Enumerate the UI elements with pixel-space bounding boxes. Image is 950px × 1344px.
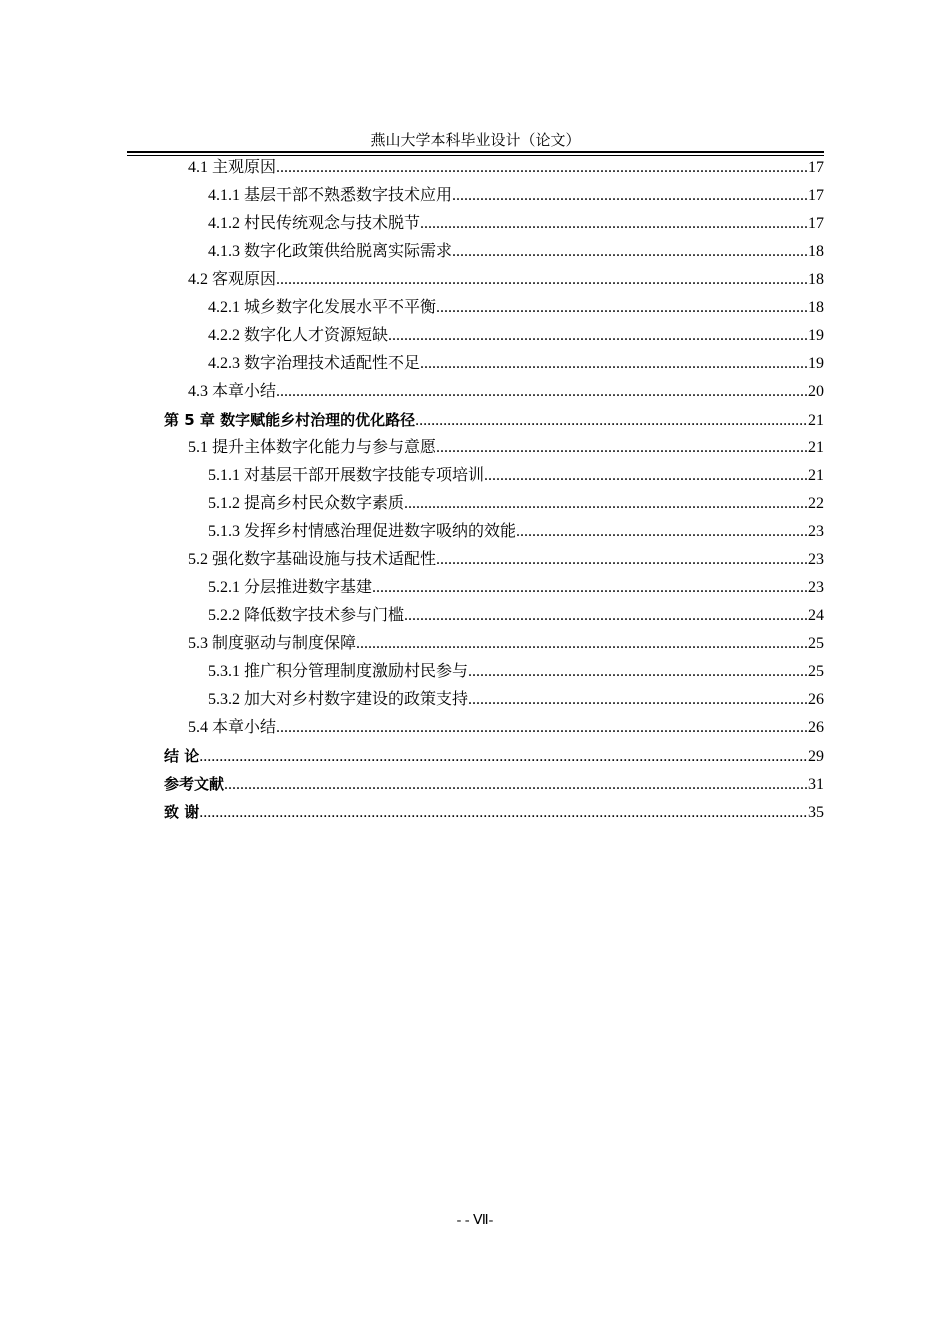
toc-dot-leader [388, 322, 807, 350]
toc-entry-page: 17 [808, 187, 824, 204]
toc-entry-title: 4.2.1 城乡数字化发展水平不平衡 [208, 299, 437, 316]
toc-entry-page: 17 [808, 159, 824, 176]
toc-entry[interactable] [164, 210, 824, 238]
toc-entry[interactable] [164, 294, 824, 322]
toc-entry-page: 25 [808, 663, 824, 680]
toc-entry[interactable] [164, 322, 824, 350]
toc-dot-leader [276, 714, 807, 742]
toc-entry[interactable] [164, 602, 824, 630]
toc-entry-page: 23 [808, 579, 824, 596]
toc-entry-title: 5.2.2 降低数字技术参与门槛 [208, 607, 405, 624]
toc-entry-title: 致 谢 [164, 803, 200, 821]
toc-entry-page: 21 [808, 412, 824, 429]
toc-dot-leader [404, 490, 807, 518]
toc-dot-leader [420, 350, 807, 378]
toc-entry[interactable] [164, 518, 824, 546]
toc-dot-leader [199, 743, 807, 771]
toc-entry-title: 4.1.1 基层干部不熟悉数字技术应用 [208, 187, 453, 204]
toc-dot-leader [199, 799, 807, 827]
toc-entry-page: 26 [808, 719, 824, 736]
toc-entry-page: 17 [808, 215, 824, 232]
toc-dot-leader [276, 266, 807, 294]
toc-entry[interactable] [164, 238, 824, 266]
toc-entry-page: 19 [808, 355, 824, 372]
toc-dot-leader [436, 434, 807, 462]
toc-dot-leader [452, 182, 807, 210]
toc-entry-title: 4.2.2 数字化人才资源短缺 [208, 327, 389, 344]
header-rule-thick [127, 151, 824, 153]
toc-entry-title: 5.1.3 发挥乡村情感治理促进数字吸纳的效能 [208, 523, 517, 540]
toc-entry-page: 20 [808, 383, 824, 400]
toc-entry-title: 5.2 强化数字基础设施与技术适配性 [188, 551, 437, 568]
toc-entry-title: 结 论 [164, 747, 200, 765]
toc-dot-leader [224, 771, 807, 799]
toc-entry-title: 第 5 章 数字赋能乡村治理的优化路径 [164, 411, 416, 429]
toc-entry-page: 18 [808, 299, 824, 316]
toc-entry[interactable] [164, 350, 824, 378]
toc-entry-page: 25 [808, 635, 824, 652]
toc-dot-leader [516, 518, 807, 546]
toc-dot-leader [415, 407, 807, 435]
toc-entry-page: 23 [808, 551, 824, 568]
toc-dot-leader [436, 546, 807, 574]
toc-dot-leader [452, 238, 807, 266]
toc-entry[interactable] [164, 406, 824, 434]
toc-entry[interactable] [164, 798, 824, 826]
toc-entry-title: 4.1.2 村民传统观念与技术脱节 [208, 215, 421, 232]
toc-entry[interactable] [164, 154, 824, 182]
toc-entry-title: 4.1 主观原因 [188, 159, 277, 176]
toc-entry-title: 5.4 本章小结 [188, 719, 277, 736]
toc-entry-title: 4.3 本章小结 [188, 383, 277, 400]
toc-entry-page: 18 [808, 271, 824, 288]
toc-dot-leader [468, 686, 807, 714]
toc-entry-title: 5.3 制度驱动与制度保障 [188, 635, 357, 652]
toc-entry-page: 19 [808, 327, 824, 344]
toc-entry-title: 5.1.1 对基层干部开展数字技能专项培训 [208, 467, 485, 484]
toc-entry[interactable] [164, 434, 824, 462]
toc-dot-leader [356, 630, 807, 658]
toc-entry-page: 23 [808, 523, 824, 540]
toc-entry-page: 24 [808, 607, 824, 624]
toc-entry-title: 5.3.1 推广积分管理制度激励村民参与 [208, 663, 469, 680]
toc-entry[interactable] [164, 658, 824, 686]
toc-dot-leader [420, 210, 807, 238]
toc-entry[interactable] [164, 574, 824, 602]
toc-entry-title: 4.1.3 数字化政策供给脱离实际需求 [208, 243, 453, 260]
toc-dot-leader [276, 154, 807, 182]
toc-entry-title: 5.1 提升主体数字化能力与参与意愿 [188, 439, 437, 456]
toc-entry[interactable] [164, 490, 824, 518]
toc-entry-page: 26 [808, 691, 824, 708]
toc-entry-page: 21 [808, 467, 824, 484]
toc-entry-page: 18 [808, 243, 824, 260]
toc-entry-title: 4.2 客观原因 [188, 271, 277, 288]
toc-entry[interactable] [164, 714, 824, 742]
toc-entry[interactable] [164, 686, 824, 714]
toc-entry-page: 29 [808, 748, 824, 765]
page-header-title: 燕山大学本科毕业设计（论文） [370, 133, 581, 149]
toc-entry[interactable] [164, 742, 824, 770]
toc-dot-leader [276, 378, 807, 406]
toc-entry-page: 35 [808, 804, 824, 821]
toc-dot-leader [372, 574, 807, 602]
toc-entry-page: 22 [808, 495, 824, 512]
toc-entry-title: 5.3.2 加大对乡村数字建设的政策支持 [208, 691, 469, 708]
toc-entry[interactable] [164, 378, 824, 406]
toc-entry[interactable] [164, 546, 824, 574]
toc-dot-leader [468, 658, 807, 686]
table-of-contents [164, 154, 824, 826]
toc-entry[interactable] [164, 770, 824, 798]
toc-entry-page: 31 [808, 776, 824, 793]
toc-entry[interactable] [164, 182, 824, 210]
toc-dot-leader [436, 294, 807, 322]
toc-entry[interactable] [164, 630, 824, 658]
toc-entry-page: 21 [808, 439, 824, 456]
toc-dot-leader [404, 602, 807, 630]
toc-entry-title: 4.2.3 数字治理技术适配性不足 [208, 355, 421, 372]
toc-entry-title: 5.2.1 分层推进数字基建 [208, 579, 373, 596]
toc-entry-title: 参考文献 [164, 775, 225, 793]
toc-entry[interactable] [164, 462, 824, 490]
toc-entry-title: 5.1.2 提高乡村民众数字素质 [208, 495, 405, 512]
toc-dot-leader [484, 462, 807, 490]
toc-entry[interactable] [164, 266, 824, 294]
page-number: - - Ⅶ- [456, 1213, 494, 1228]
